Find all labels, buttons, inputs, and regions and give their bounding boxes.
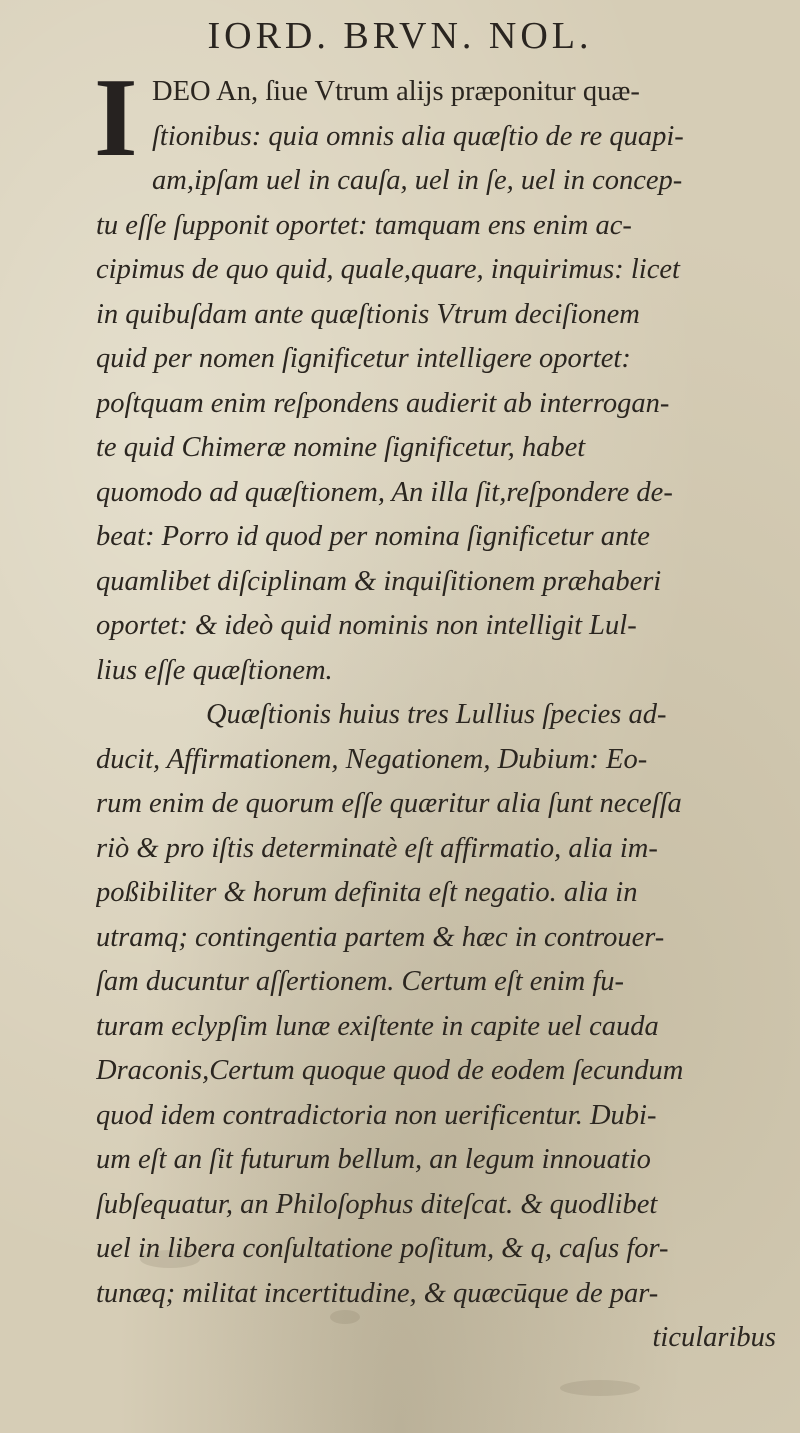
text-line: te quid Chimeræ nomine ſignificetur, habet [96,432,586,463]
text-line: in quibuſdam ante quæſtionis Vtrum deciſionem [96,298,640,330]
text-line: utramq; contingentia partem & hæc in controuer- [96,921,665,953]
text-line: quod idem contradictoria non uerificentur. Dubi- [96,1099,657,1131]
text-line: Draconis,Certum quoque quod de eodem ſecundum [96,1055,684,1086]
text-line: turam eclypſim lunæ exiſtente in capite uel cauda [96,1010,659,1042]
text-line: quomodo ad quæſtionem, An illa ſit,reſpondere de- [96,476,673,508]
text-line: tunæq; militat incertitudine, & quæcūque de par- [96,1277,659,1309]
text-line: ducit, Affirmationem, Negationem, Dubium: Eo- [96,743,648,775]
text-line: ſubſequatur, an Philoſophus diteſcat. & quodlibet [96,1188,658,1220]
text-line: poſtquam enim reſpondens audierit ab interrogan- [96,387,670,419]
text-line: uel in libera conſultatione poſitum, & q, caſus for- [96,1233,669,1264]
text-line: beat: Porro id quod per nomina ſignificetur ante [96,521,650,552]
text-line: ſam ducuntur aſſertionem. Certum eſt enim fu- [96,966,624,997]
text-line: um eſt an ſit futurum bellum, an legum innouatio [96,1144,651,1175]
text-line: lius eſſe quæſtionem. [96,654,333,686]
body-text [94,56,786,1361]
text-line: poßibiliter & horum definita eſt negatio. alia in [96,877,638,908]
text-line: ſtionibus: quia omnis alia quæſtio de re quapi- [152,120,684,152]
text-line: rum enim de quorum eſſe quæritur alia ſunt neceſſa [96,788,682,819]
text-line: am,ipſam uel in cauſa, uel in ſe, uel in concep- [152,165,683,196]
catchword: ticularibus [652,1322,776,1353]
text-line: tu eſſe ſupponit oportet: tamquam ens enim ac- [96,209,632,241]
text-line: oportet: & ideò quid nominis non intelligit Lul- [96,610,637,641]
drop-cap: I [94,56,138,180]
text-line: riò & pro iſtis determinatè eſt affirmatio, alia im- [96,832,658,864]
text-line: Quæſtionis huius tres Lullius ſpecies ad- [206,699,667,730]
text-line: quid per nomen ſignificetur intelligere oportet: [96,343,631,374]
text-line: DEO An, ſiue Vtrum alijs præponitur quæ- [152,76,640,107]
running-header: IORD. BRVN. NOL. [207,15,593,57]
ink-smudge [560,1380,640,1396]
text-line: quamlibet diſciplinam & inquiſitionem præhaberi [96,565,662,597]
text-line: cipimus de quo quid, quale,quare, inquirimus: licet [96,254,680,285]
